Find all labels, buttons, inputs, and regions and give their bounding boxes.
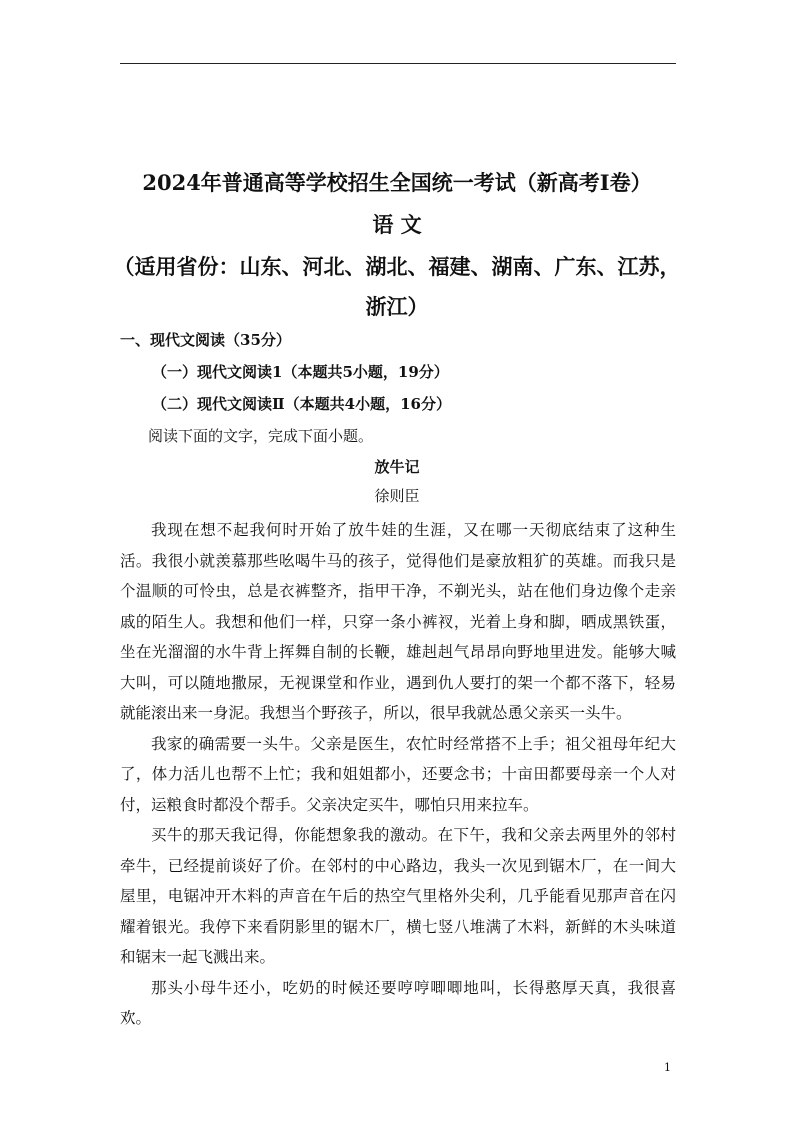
subsection-2-heading: （二）现代文阅读Ⅱ（本题共4小题，16分） <box>152 395 451 413</box>
article-author: 徐则臣 <box>374 487 420 505</box>
article-paragraph: 那头小母牛还小，吃奶的时候还要哼哼唧唧地叫，长得憨厚天真，我很喜欢。 <box>120 978 676 1027</box>
subject-title: 语 文 <box>372 212 422 237</box>
header-rule <box>120 63 676 64</box>
page-number: 1 <box>664 1061 671 1074</box>
provinces-line-2: 浙江） <box>365 294 429 319</box>
exam-title: 2024年普通高等学校招生全国统一考试（新高考Ⅰ卷） <box>142 170 652 195</box>
section-heading: 一、现代文阅读（35分） <box>120 331 291 349</box>
article-paragraph: 我现在想不起我何时开始了放牛娃的生涯，又在哪一天彻底结束了这种生活。我很小就羡慕那些吆喝牛马的孩子，觉得他们是豪放粗犷的英雄。而我只是个温顺的可怜虫，总是衣裤整齐，指甲干净，不剃光头，站在他们身边像个走亲戚的陌生人。我想和他们一样，只穿一条小裤衩，光着上身和脚，晒成黑铁蛋，坐在光溜溜的水牛背上挥舞自制的长鞭，雄赳赳气昂昂向野地里进发。能够大喊大叫，可以随地撒尿，无视课堂和作业，遇到仇人要打的架一个都不落下，轻易就能滚出来一身泥。我想当个野孩子，所以，很早我就怂恿父亲买一头牛。 <box>120 521 676 722</box>
article-title: 放牛记 <box>374 458 420 476</box>
article-paragraph: 买牛的那天我记得，你能想象我的激动。在下午，我和父亲去两里外的邻村牵牛，已经提前谈好了价。在邻村的中心路边，我头一次见到锯木厂，在一间大屋里，电锯冲开木料的声音在午后的热空气里格外尖利，几乎能看见那声音在闪耀着银光。我停下来看阴影里的锯木厂，横七竖八堆满了木料，新鲜的木头味道和锯末一起飞溅出来。 <box>120 826 676 966</box>
provinces-line-1: （适用省份：山东、河北、湖北、福建、湖南、广东、江苏， <box>113 254 681 279</box>
reading-instruction: 阅读下面的文字，完成下面小题。 <box>148 427 374 445</box>
subsection-1-heading: （一）现代文阅读1（本题共5小题，19分） <box>152 363 449 381</box>
article-body <box>120 515 676 1034</box>
article-paragraph: 我家的确需要一头牛。父亲是医生，农忙时经常搭不上手；祖父祖母年纪大了，体力活儿也帮不上忙；我和姐姐都小，还要念书；十亩田都要母亲一个人对付，运粮食时都没个帮手。父亲决定买牛，哪怕只用来拉车。 <box>120 734 676 814</box>
